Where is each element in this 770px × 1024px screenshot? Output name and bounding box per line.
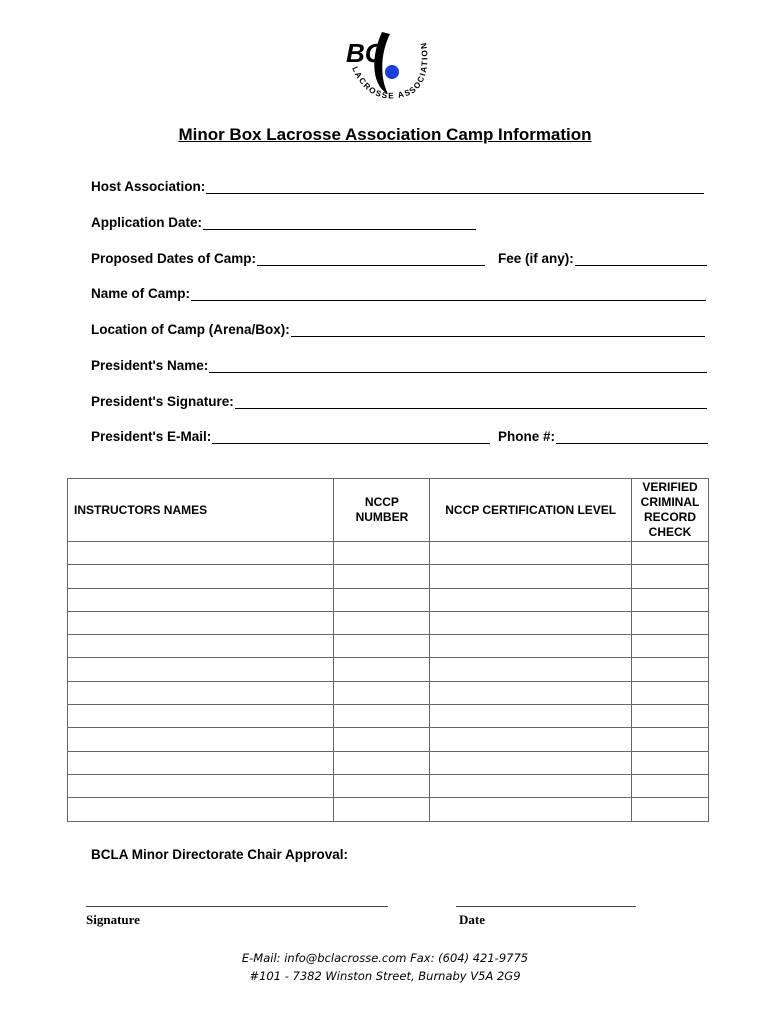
footer-contact: E-Mail: info@bclacrosse.com Fax: (604) 421-9775 — [241, 951, 529, 965]
instructors-table-header — [68, 479, 709, 542]
table-cell[interactable] — [632, 728, 709, 751]
bcla-logo — [340, 28, 435, 108]
president-signature-line[interactable] — [235, 394, 707, 409]
table-cell[interactable] — [632, 611, 709, 634]
table-cell[interactable] — [68, 705, 334, 728]
table-cell[interactable] — [430, 542, 632, 565]
table-cell[interactable] — [334, 681, 430, 704]
table-row — [68, 774, 709, 797]
table-cell[interactable] — [430, 658, 632, 681]
camp-name-line[interactable] — [191, 286, 706, 301]
table-cell[interactable] — [68, 728, 334, 751]
logo-letters: BC — [346, 38, 384, 68]
table-cell[interactable] — [334, 728, 430, 751]
approval-signature-line[interactable] — [86, 906, 388, 907]
table-cell[interactable] — [68, 774, 334, 797]
table-cell[interactable] — [334, 705, 430, 728]
host-association-field[interactable] — [91, 176, 704, 194]
page-title: Minor Box Lacrosse Association Camp Information — [178, 125, 592, 144]
nccp-level-header: NCCP CERTIFICATION LEVEL — [430, 479, 632, 542]
table-cell[interactable] — [334, 635, 430, 658]
table-cell[interactable] — [334, 611, 430, 634]
camp-location-line[interactable] — [291, 322, 705, 337]
table-cell[interactable] — [632, 565, 709, 588]
table-cell[interactable] — [68, 635, 334, 658]
table-cell[interactable] — [68, 751, 334, 774]
president-email-label: President's E-Mail: — [91, 429, 212, 444]
fee-field[interactable] — [498, 248, 707, 266]
table-cell[interactable] — [632, 681, 709, 704]
lacrosse-ball-icon — [385, 65, 399, 79]
table-cell[interactable] — [430, 728, 632, 751]
table-cell[interactable] — [430, 635, 632, 658]
table-cell[interactable] — [334, 588, 430, 611]
table-row — [68, 565, 709, 588]
phone-field[interactable] — [498, 426, 708, 444]
table-cell[interactable] — [430, 751, 632, 774]
president-email-field[interactable] — [91, 426, 490, 444]
table-cell[interactable] — [632, 588, 709, 611]
table-row — [68, 635, 709, 658]
camp-name-field[interactable] — [91, 283, 706, 301]
application-date-label: Application Date: — [91, 215, 203, 230]
fee-line[interactable] — [575, 251, 707, 266]
table-cell[interactable] — [334, 658, 430, 681]
table-cell[interactable] — [632, 798, 709, 821]
logo-ring-text: LACROSSE ASSOCIATION — [350, 40, 430, 101]
proposed-dates-line[interactable] — [257, 251, 485, 266]
table-row — [68, 751, 709, 774]
table-cell[interactable] — [68, 681, 334, 704]
footer-address: #101 - 7382 Winston Street, Burnaby V5A 2G9 — [249, 969, 521, 983]
table-cell[interactable] — [632, 705, 709, 728]
phone-label: Phone #: — [498, 429, 556, 444]
table-cell[interactable] — [68, 565, 334, 588]
table-cell[interactable] — [68, 588, 334, 611]
proposed-dates-field[interactable] — [91, 248, 485, 266]
table-cell[interactable] — [632, 751, 709, 774]
table-cell[interactable] — [334, 565, 430, 588]
table-cell[interactable] — [430, 705, 632, 728]
table-row — [68, 611, 709, 634]
instructor-names-header: INSTRUCTORS NAMES — [68, 479, 334, 542]
president-signature-field[interactable] — [91, 391, 707, 409]
approval-date-line[interactable] — [456, 906, 636, 907]
proposed-dates-label: Proposed Dates of Camp: — [91, 251, 257, 266]
application-date-line[interactable] — [203, 215, 476, 230]
table-cell[interactable] — [632, 774, 709, 797]
approval-label: BCLA Minor Directorate Chair Approval: — [91, 847, 349, 862]
table-cell[interactable] — [334, 774, 430, 797]
date-label: Date — [459, 912, 485, 927]
table-row — [68, 588, 709, 611]
president-name-line[interactable] — [209, 358, 707, 373]
application-date-field[interactable] — [91, 212, 476, 230]
table-cell[interactable] — [430, 774, 632, 797]
table-row — [68, 681, 709, 704]
host-association-line[interactable] — [206, 179, 704, 194]
host-association-label: Host Association: — [91, 179, 206, 194]
table-cell[interactable] — [68, 658, 334, 681]
table-row — [68, 705, 709, 728]
table-cell[interactable] — [334, 751, 430, 774]
table-row — [68, 542, 709, 565]
table-cell[interactable] — [632, 658, 709, 681]
camp-location-field[interactable] — [91, 319, 705, 337]
table-row — [68, 798, 709, 821]
table-cell[interactable] — [430, 798, 632, 821]
table-cell[interactable] — [430, 681, 632, 704]
table-cell[interactable] — [68, 611, 334, 634]
table-cell[interactable] — [632, 635, 709, 658]
table-row — [68, 728, 709, 751]
president-name-field[interactable] — [91, 355, 707, 373]
table-row — [68, 658, 709, 681]
table-cell[interactable] — [334, 798, 430, 821]
camp-location-label: Location of Camp (Arena/Box): — [91, 322, 290, 337]
instructors-table — [67, 478, 709, 822]
president-email-line[interactable] — [212, 429, 490, 444]
table-cell[interactable] — [68, 542, 334, 565]
president-name-label: President's Name: — [91, 358, 209, 373]
table-cell[interactable] — [430, 588, 632, 611]
nccp-number-header: NCCP NUMBER — [334, 479, 430, 542]
table-cell[interactable] — [334, 542, 430, 565]
phone-line[interactable] — [556, 429, 708, 444]
table-cell[interactable] — [68, 798, 334, 821]
table-cell[interactable] — [430, 565, 632, 588]
criminal-check-header: VERIFIED CRIMINAL RECORD CHECK — [632, 479, 709, 542]
table-cell[interactable] — [430, 611, 632, 634]
signature-label: Signature — [86, 912, 140, 927]
camp-name-label: Name of Camp: — [91, 286, 191, 301]
fee-label: Fee (if any): — [498, 251, 574, 266]
table-cell[interactable] — [632, 542, 709, 565]
president-signature-label: President's Signature: — [91, 394, 234, 409]
